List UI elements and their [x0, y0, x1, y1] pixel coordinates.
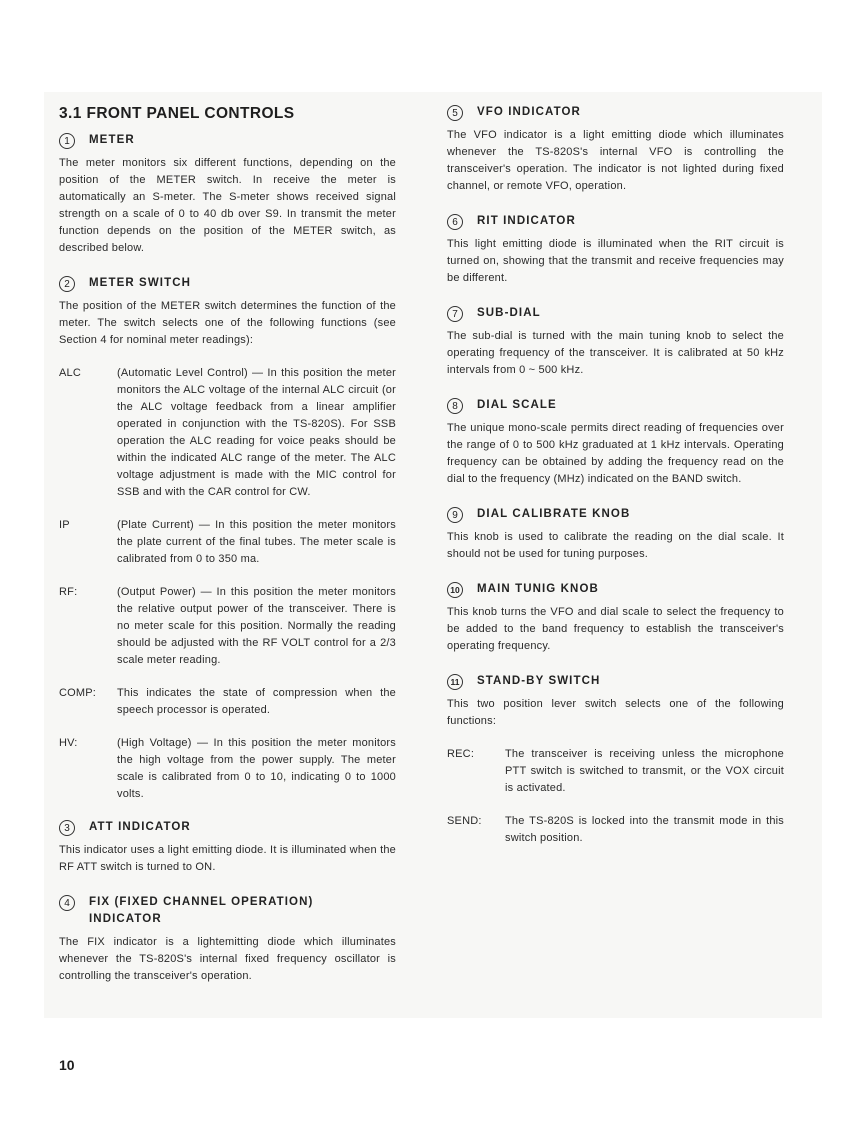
definition-term: REC:: [447, 748, 475, 760]
section-standby-heading: [447, 673, 784, 690]
circled-number-3: 3: [59, 820, 75, 836]
page-number: 10: [59, 1057, 75, 1073]
section-dialscale-text: The unique mono-scale permits direct reading of frequencies over the range of 0 to 500 kHz graduated at 1 kHz intervals. Operating frequency can be obtained by adding the frequency read on the dial to the frequency (MHz) indicated on the BAND switch.: [447, 422, 784, 485]
section-meter-switch-heading: [59, 275, 396, 292]
definition-term: COMP:: [59, 687, 97, 699]
section-dialscale-heading: [447, 397, 784, 414]
definition-row: [447, 746, 784, 797]
section-dialcal-heading: [447, 506, 784, 523]
definition-row: [59, 365, 396, 501]
definition-term: IP: [59, 519, 70, 531]
section-title: METER: [89, 134, 135, 146]
section-title: SUB-DIAL: [477, 307, 541, 319]
circled-number-6: 6: [447, 214, 463, 230]
section-rit-heading: [447, 213, 784, 230]
definition-text: (High Voltage) — In this position the meter monitors the high voltage from the power supply. The meter scale is calibrated from 0 to 10, indicating 0 to 1000 volts.: [117, 737, 396, 800]
definition-row: [59, 685, 396, 719]
circled-number-8: 8: [447, 398, 463, 414]
definition-row: [59, 584, 396, 669]
section-fix-heading: [59, 894, 396, 928]
circled-number-7: 7: [447, 306, 463, 322]
meter-function-list: [59, 365, 396, 803]
circled-number-5: 5: [447, 105, 463, 121]
section-title: DIAL CALIBRATE KNOB: [477, 508, 631, 520]
circled-number-4: 4: [59, 895, 75, 911]
left-column: [59, 104, 396, 985]
circled-number-11: 11: [447, 674, 463, 690]
definition-row: [447, 813, 784, 847]
page-title: 3.1 FRONT PANEL CONTROLS: [59, 105, 295, 122]
section-title: [89, 894, 313, 928]
section-fix-text: The FIX indicator is a lightemitting diode which illuminates whenever the TS-820S's internal fixed frequency oscillator is controlling the transceiver's operation.: [59, 936, 396, 982]
definition-row: [59, 735, 396, 803]
section-title: ATT INDICATOR: [89, 821, 191, 833]
right-column: [447, 104, 784, 863]
circled-number-9: 9: [447, 507, 463, 523]
section-att-heading: [59, 819, 396, 836]
circled-number-2: 2: [59, 276, 75, 292]
section-title-line: FIX (FIXED CHANNEL OPERATION): [89, 896, 314, 908]
definition-term: ALC: [59, 367, 81, 379]
section-rit-text: This light emitting diode is illuminated when the RIT circuit is turned on, showing that the transmit and receive frequencies may be different.: [447, 238, 784, 284]
standby-function-list: [447, 746, 784, 847]
definition-term: HV:: [59, 737, 78, 749]
section-meter-text: The meter monitors six different functions, depending on the position of the METER switch. In receive the meter is automatically an S-meter. The S-meter shows received signal strength on a scale of 0 to 40 db over S9. In transmit the meter function depends on the position of the METER switch, as described below.: [59, 157, 396, 254]
definition-row: [59, 517, 396, 568]
section-meter-heading: [59, 132, 396, 149]
section-dialcal-text: This knob is used to calibrate the reading on the dial scale. It should not be used for tuning purposes.: [447, 531, 784, 560]
section-title: METER SWITCH: [89, 277, 191, 289]
section-title: MAIN TUNIG KNOB: [477, 583, 599, 595]
section-subdial-text: The sub-dial is turned with the main tuning knob to select the operating frequency of the transceiver. It is calibrated at 50 kHz intervals from 0 ~ 500 kHz.: [447, 330, 784, 376]
section-title: VFO INDICATOR: [477, 106, 581, 118]
definition-term: RF:: [59, 586, 78, 598]
definition-term: SEND:: [447, 815, 482, 827]
definition-text: (Output Power) — In this position the meter monitors the relative output power of the transceiver. There is no meter scale for this position. Normally the reading should be adjusted with the RF VOLT control for a 2/3 scale meter reading.: [117, 586, 396, 666]
section-meter-switch-text: The position of the METER switch determines the function of the meter. The switch selects one of the following functions (see Section 4 for nominal meter readings):: [59, 300, 396, 346]
section-title: DIAL SCALE: [477, 399, 557, 411]
section-att-text: This indicator uses a light emitting diode. It is illuminated when the RF ATT switch is turned to ON.: [59, 844, 396, 873]
section-maintuning-text: This knob turns the VFO and dial scale to select the frequency to be added to the band frequency to establish the transceiver's operating frequency.: [447, 606, 784, 652]
section-title: RIT INDICATOR: [477, 215, 576, 227]
section-vfo-text: The VFO indicator is a light emitting diode which illuminates whenever the TS-820S's internal VFO is controlling the transceiver's operation. The indicator is not lighted during fixed channel, or remote VFO, operation.: [447, 129, 784, 192]
definition-text: The transceiver is receiving unless the microphone PTT switch is switched to transmit, or the VOX circuit is activated.: [505, 748, 784, 794]
section-maintuning-heading: [447, 581, 784, 598]
definition-text: This indicates the state of compression when the speech processor is operated.: [117, 687, 396, 716]
circled-number-10: 10: [447, 582, 463, 598]
definition-text: (Automatic Level Control) — In this position the meter monitors the ALC voltage of the internal ALC circuit (or the ALC voltage feedback from a linear amplifier operated in conjunction with the TS-820S). For SSB operation the ALC reading for voice peaks should be within the indicated ALC range of the meter. The ALC voltage adjustment is made with the MIC control for SSB and with the CAR control for CW.: [117, 367, 396, 498]
definition-text: (Plate Current) — In this position the meter monitors the plate current of the final tubes. The meter scale is calibrated from 0 to 350 ma.: [117, 519, 396, 565]
section-title: STAND-BY SWITCH: [477, 675, 601, 687]
definition-text: The TS-820S is locked into the transmit mode in this switch position.: [505, 815, 784, 844]
section-standby-text: This two position lever switch selects one of the following functions:: [447, 698, 784, 727]
section-vfo-heading: [447, 104, 784, 121]
section-subdial-heading: [447, 305, 784, 322]
section-title-line: INDICATOR: [89, 913, 162, 925]
circled-number-1: 1: [59, 133, 75, 149]
